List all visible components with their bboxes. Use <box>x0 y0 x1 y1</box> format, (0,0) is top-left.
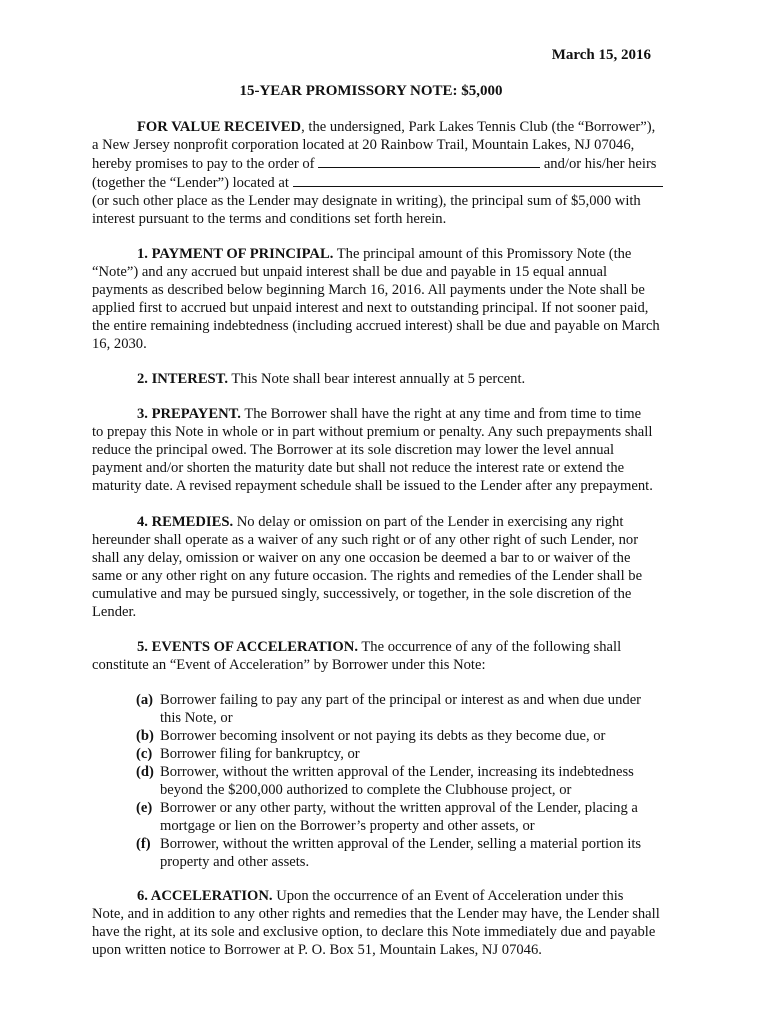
intro-line: , the undersigned, Park Lakes Tennis Club (the “Borrower”), <box>301 119 656 135</box>
intro-line: hereby promises to pay to the order of <box>92 156 315 172</box>
list-item <box>136 745 676 763</box>
section-prepayment <box>92 405 688 495</box>
intro-line: interest pursuant to the terms and conditions set forth herein. <box>92 211 447 227</box>
section-heading: 5. EVENTS OF ACCELERATION. <box>137 639 358 655</box>
lender-name-blank[interactable] <box>318 154 540 168</box>
list-marker: (c) <box>136 746 153 762</box>
section-line: Lender. <box>92 604 137 620</box>
list-line: property and other assets. <box>160 854 310 870</box>
section-line: The Borrower shall have the right at any time and from time to time <box>240 406 642 422</box>
section-events-of-acceleration <box>92 638 688 674</box>
section-acceleration <box>92 887 688 959</box>
intro-lead: FOR VALUE RECEIVED <box>137 119 302 135</box>
section-line: maturity date. A revised repayment schedule shall be issued to the Lender after any prepayment. <box>92 478 653 494</box>
list-marker: (f) <box>136 836 151 852</box>
section-heading: 3. PREPAYENT. <box>137 406 241 422</box>
list-item <box>136 799 676 835</box>
section-line: “Note”) and any accrued but unpaid interest shall be due and payable in 15 equal annual <box>92 264 608 280</box>
intro-line: a New Jersey nonprofit corporation located at 20 Rainbow Trail, Mountain Lakes, NJ 07046, <box>92 137 635 153</box>
section-line: payment and/or shorten the maturity date but shall not reduce the interest rate or extend the <box>92 460 625 476</box>
lender-address-blank[interactable] <box>293 173 663 187</box>
section-heading: 4. REMEDIES. <box>137 514 234 530</box>
section-line: 16, 2030. <box>92 336 147 352</box>
intro-line: (together the “Lender”) located at <box>92 175 289 191</box>
list-item <box>136 691 676 727</box>
list-line: beyond the $200,000 authorized to complete the Clubhouse project, or <box>160 782 572 798</box>
list-line: this Note, or <box>160 710 233 726</box>
section-line: same or any other right on any future occasion. The rights and remedies of the Lender shall be <box>92 568 643 584</box>
section-line: the entire remaining indebtedness (including accrued interest) shall be due and payable on March <box>92 318 660 334</box>
events-list <box>136 691 676 871</box>
list-marker: (b) <box>136 728 154 744</box>
list-line: Borrower failing to pay any part of the principal or interest as and when due under <box>160 692 642 708</box>
section-line: have the right, at its sole and exclusive option, to declare this Note immediately due and payable <box>92 924 656 940</box>
section-line: reduce the principal owed. The Borrower at its sole discretion may lower the level annual <box>92 442 615 458</box>
list-marker: (d) <box>136 764 154 780</box>
section-payment-of-principal <box>92 245 688 353</box>
list-item <box>136 763 676 799</box>
section-heading: 6. ACCELERATION. <box>137 888 273 904</box>
list-line: Borrower filing for bankruptcy, or <box>160 746 360 762</box>
section-line: payments as described below beginning March 16, 2016. All payments under the Note shall be <box>92 282 645 298</box>
document-title <box>0 82 770 100</box>
section-line: applied first to accrued but unpaid interest and next to outstanding principal. If not sooner paid, <box>92 300 649 316</box>
document-date: March 15, 2016 <box>551 47 651 63</box>
list-line: Borrower becoming insolvent or not paying its debts as they become due, or <box>160 728 606 744</box>
title-text: 15-YEAR PROMISSORY NOTE: $5,000 <box>239 83 503 99</box>
section-line: Upon the occurrence of an Event of Acceleration under this <box>272 888 624 904</box>
list-line: Borrower or any other party, without the written approval of the Lender, placing a <box>160 800 638 816</box>
list-item <box>136 727 676 745</box>
list-marker: (e) <box>136 800 153 816</box>
list-line: mortgage or lien on the Borrower’s property and other assets, or <box>160 818 535 834</box>
section-line: hereunder shall operate as a waiver of any such right or of any other right of such Lender, nor <box>92 532 639 548</box>
list-line: Borrower, without the written approval of the Lender, selling a material portion its <box>160 836 642 852</box>
section-line: upon written notice to Borrower at P. O. Box 51, Mountain Lakes, NJ 07046. <box>92 942 542 958</box>
section-line: The occurrence of any of the following shall <box>357 639 622 655</box>
section-remedies <box>92 513 688 621</box>
section-line: This Note shall bear interest annually at 5 percent. <box>227 371 526 387</box>
section-line: constitute an “Event of Acceleration” by Borrower under this Note: <box>92 657 486 673</box>
intro-line: (or such other place as the Lender may designate in writing), the principal sum of $5,000 with <box>92 193 641 209</box>
section-line: The principal amount of this Promissory Note (the <box>333 246 632 262</box>
section-line: cumulative and may be pursued singly, successively, or together, in the sole discretion of the <box>92 586 632 602</box>
intro-line: and/or his/her heirs <box>543 156 657 172</box>
section-heading: 2. INTEREST. <box>137 371 228 387</box>
section-line: to prepay this Note in whole or in part without premium or penalty. Any such prepayments shall <box>92 424 653 440</box>
section-line: Note, and in addition to any other rights and remedies that the Lender may have, the Lender shall <box>92 906 660 922</box>
section-line: No delay or omission on part of the Lender in exercising any right <box>233 514 624 530</box>
section-heading: 1. PAYMENT OF PRINCIPAL. <box>137 246 334 262</box>
intro-paragraph <box>92 118 688 228</box>
list-line: Borrower, without the written approval of the Lender, increasing its indebtedness <box>160 764 634 780</box>
list-item <box>136 835 676 871</box>
list-marker: (a) <box>136 692 154 708</box>
section-interest <box>92 370 688 388</box>
section-line: shall any delay, omission or waiver on any one occasion be deemed a bar to or waiver of the <box>92 550 631 566</box>
